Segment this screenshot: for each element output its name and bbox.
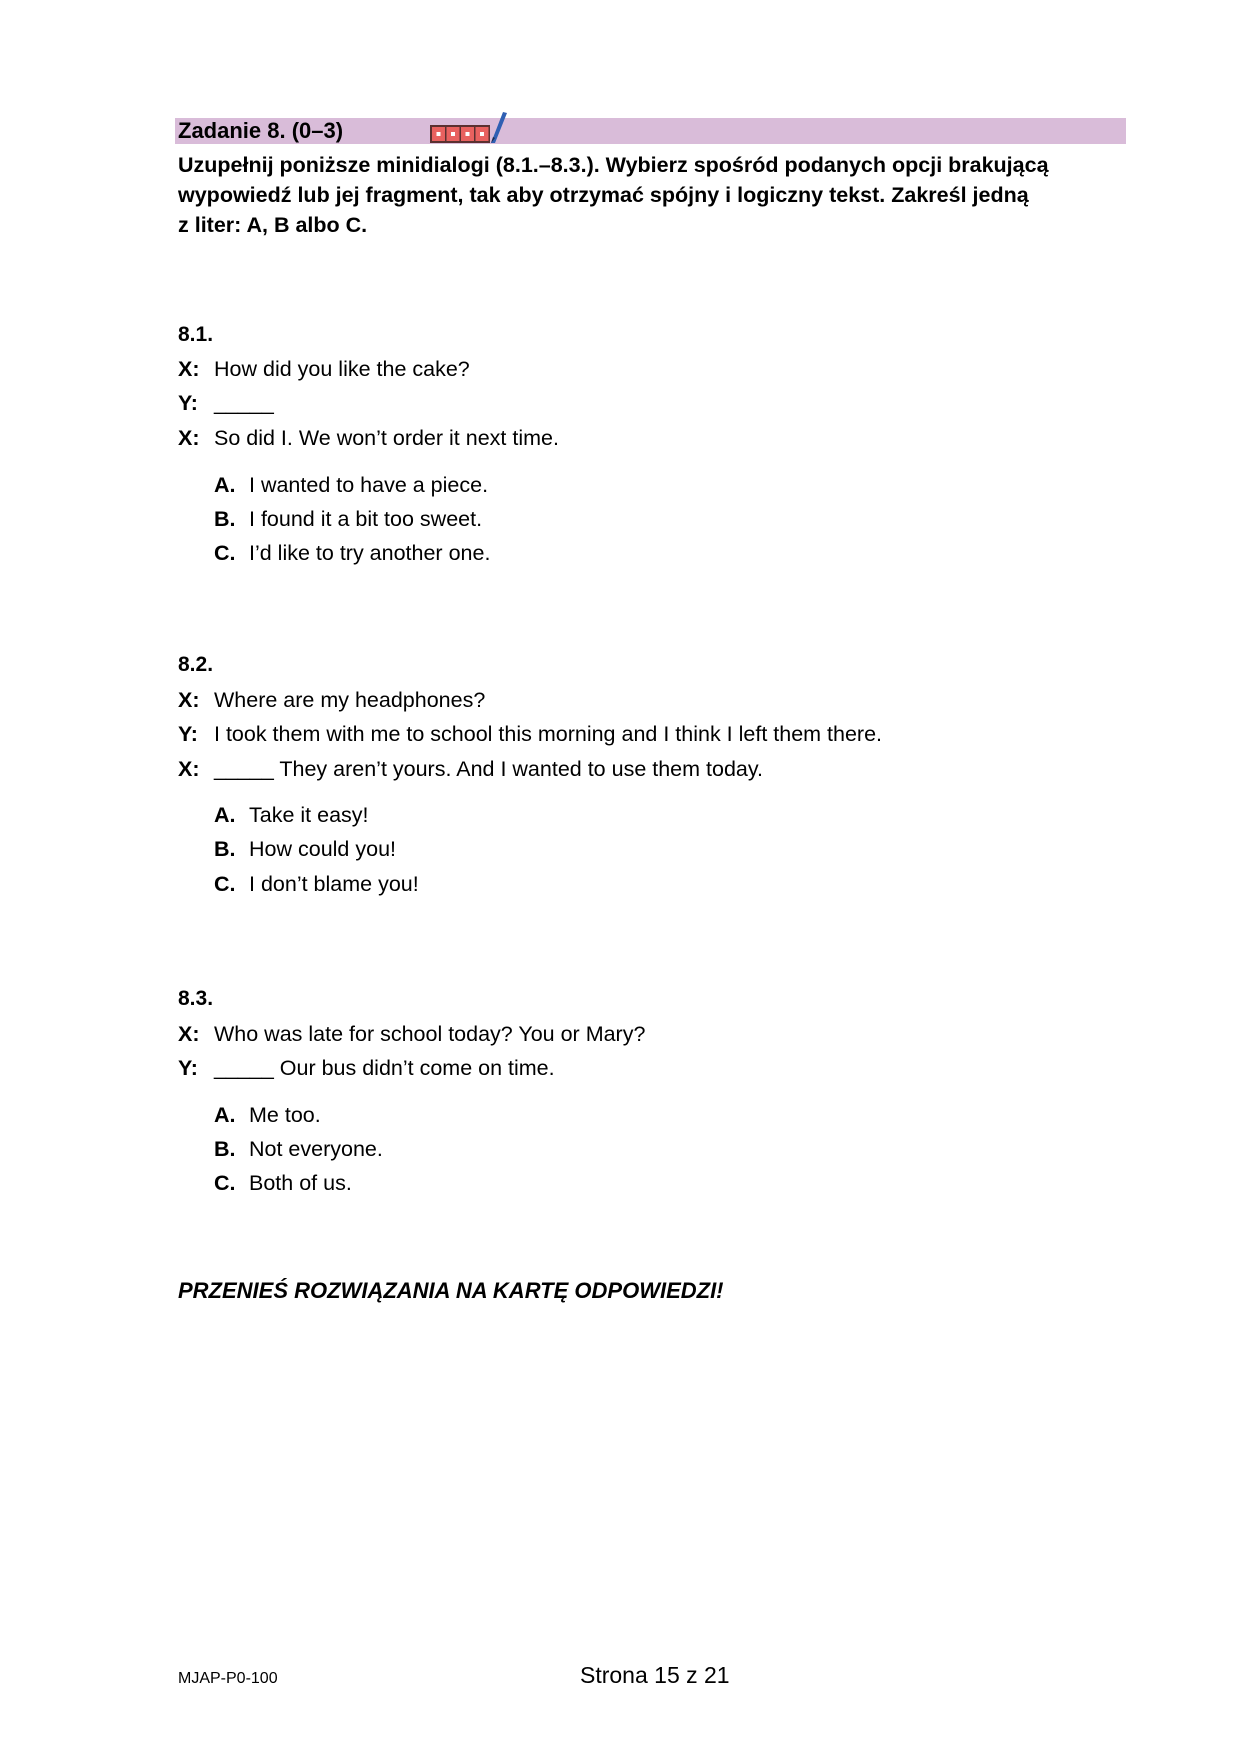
- dialogue-line: [178, 354, 470, 384]
- dialogue-text: _____ They aren’t yours. And I wanted to use them today.: [214, 757, 763, 781]
- answer-boxes-pen-icon: [429, 106, 507, 144]
- instruction-line-3: z liter: A, B albo C.: [178, 213, 368, 237]
- dialogue-line: [178, 1019, 645, 1049]
- dialogue-line: [178, 1053, 555, 1083]
- option-text: How could you!: [249, 837, 396, 861]
- question-number: 8.3.: [178, 987, 214, 1010]
- option-a[interactable]: [214, 1100, 321, 1130]
- option-letter: B.: [214, 837, 236, 861]
- option-c[interactable]: [214, 538, 490, 568]
- dialogue-text: Who was late for school today? You or Mary?: [214, 1022, 646, 1046]
- dialogue-line: [178, 754, 763, 784]
- option-b[interactable]: [214, 834, 396, 864]
- answer-gap: _____: [214, 391, 274, 415]
- speaker-label: X:: [178, 688, 200, 712]
- dialogue-line: [178, 423, 559, 453]
- option-text: I found it a bit too sweet.: [249, 507, 483, 531]
- dialogue-text: Where are my headphones?: [214, 688, 486, 712]
- option-text: I wanted to have a piece.: [249, 473, 489, 497]
- speaker-label: X:: [178, 757, 200, 781]
- speaker-label: Y:: [178, 1056, 198, 1080]
- exam-code: MJAP-P0-100: [178, 1670, 278, 1687]
- option-letter: B.: [214, 1137, 236, 1161]
- dialogue-text: I took them with me to school this morning and I think I left them there.: [214, 722, 883, 746]
- dialogue-text: _____ Our bus didn’t come on time.: [214, 1056, 555, 1080]
- option-b[interactable]: [214, 1134, 383, 1164]
- transfer-note: PRZENIEŚ ROZWIĄZANIA NA KARTĘ ODPOWIEDZI!: [178, 1278, 724, 1303]
- instruction-line-2: wypowiedź lub jej fragment, tak aby otrzymać spójny i logiczny tekst. Zakreśl jedną: [178, 183, 1029, 207]
- option-text: I’d like to try another one.: [249, 541, 491, 565]
- option-text: Both of us.: [249, 1171, 352, 1195]
- dialogue-line: [178, 685, 485, 715]
- dialogue-text: How did you like the cake?: [214, 357, 470, 381]
- page-number: Strona 15 z 21: [580, 1662, 730, 1688]
- option-a[interactable]: [214, 800, 369, 830]
- option-text: Me too.: [249, 1103, 321, 1127]
- option-c[interactable]: [214, 869, 419, 899]
- option-b[interactable]: [214, 504, 482, 534]
- option-text: Take it easy!: [249, 803, 369, 827]
- speaker-label: Y:: [178, 722, 198, 746]
- instruction-line-1: Uzupełnij poniższe minidialogi (8.1.–8.3.). Wybierz spośród podanych opcji brakującą: [178, 153, 1049, 177]
- option-text: Not everyone.: [249, 1137, 383, 1161]
- option-letter: C.: [214, 1171, 236, 1195]
- dialogue-line: [178, 719, 882, 749]
- dialogue-line: [178, 388, 274, 418]
- option-letter: A.: [214, 473, 236, 497]
- option-letter: B.: [214, 507, 236, 531]
- dialogue-text: So did I. We won’t order it next time.: [214, 426, 559, 450]
- speaker-label: X:: [178, 357, 200, 381]
- option-letter: C.: [214, 541, 236, 565]
- question-number: 8.1.: [178, 323, 214, 346]
- option-letter: A.: [214, 1103, 236, 1127]
- option-a[interactable]: [214, 470, 488, 500]
- speaker-label: Y:: [178, 391, 198, 415]
- option-letter: C.: [214, 872, 236, 896]
- speaker-label: X:: [178, 426, 200, 450]
- option-text: I don’t blame you!: [249, 872, 419, 896]
- question-number: 8.2.: [178, 653, 214, 676]
- task-title: Zadanie 8. (0–3): [178, 118, 344, 143]
- option-c[interactable]: [214, 1168, 352, 1198]
- speaker-label: X:: [178, 1022, 200, 1046]
- option-letter: A.: [214, 803, 236, 827]
